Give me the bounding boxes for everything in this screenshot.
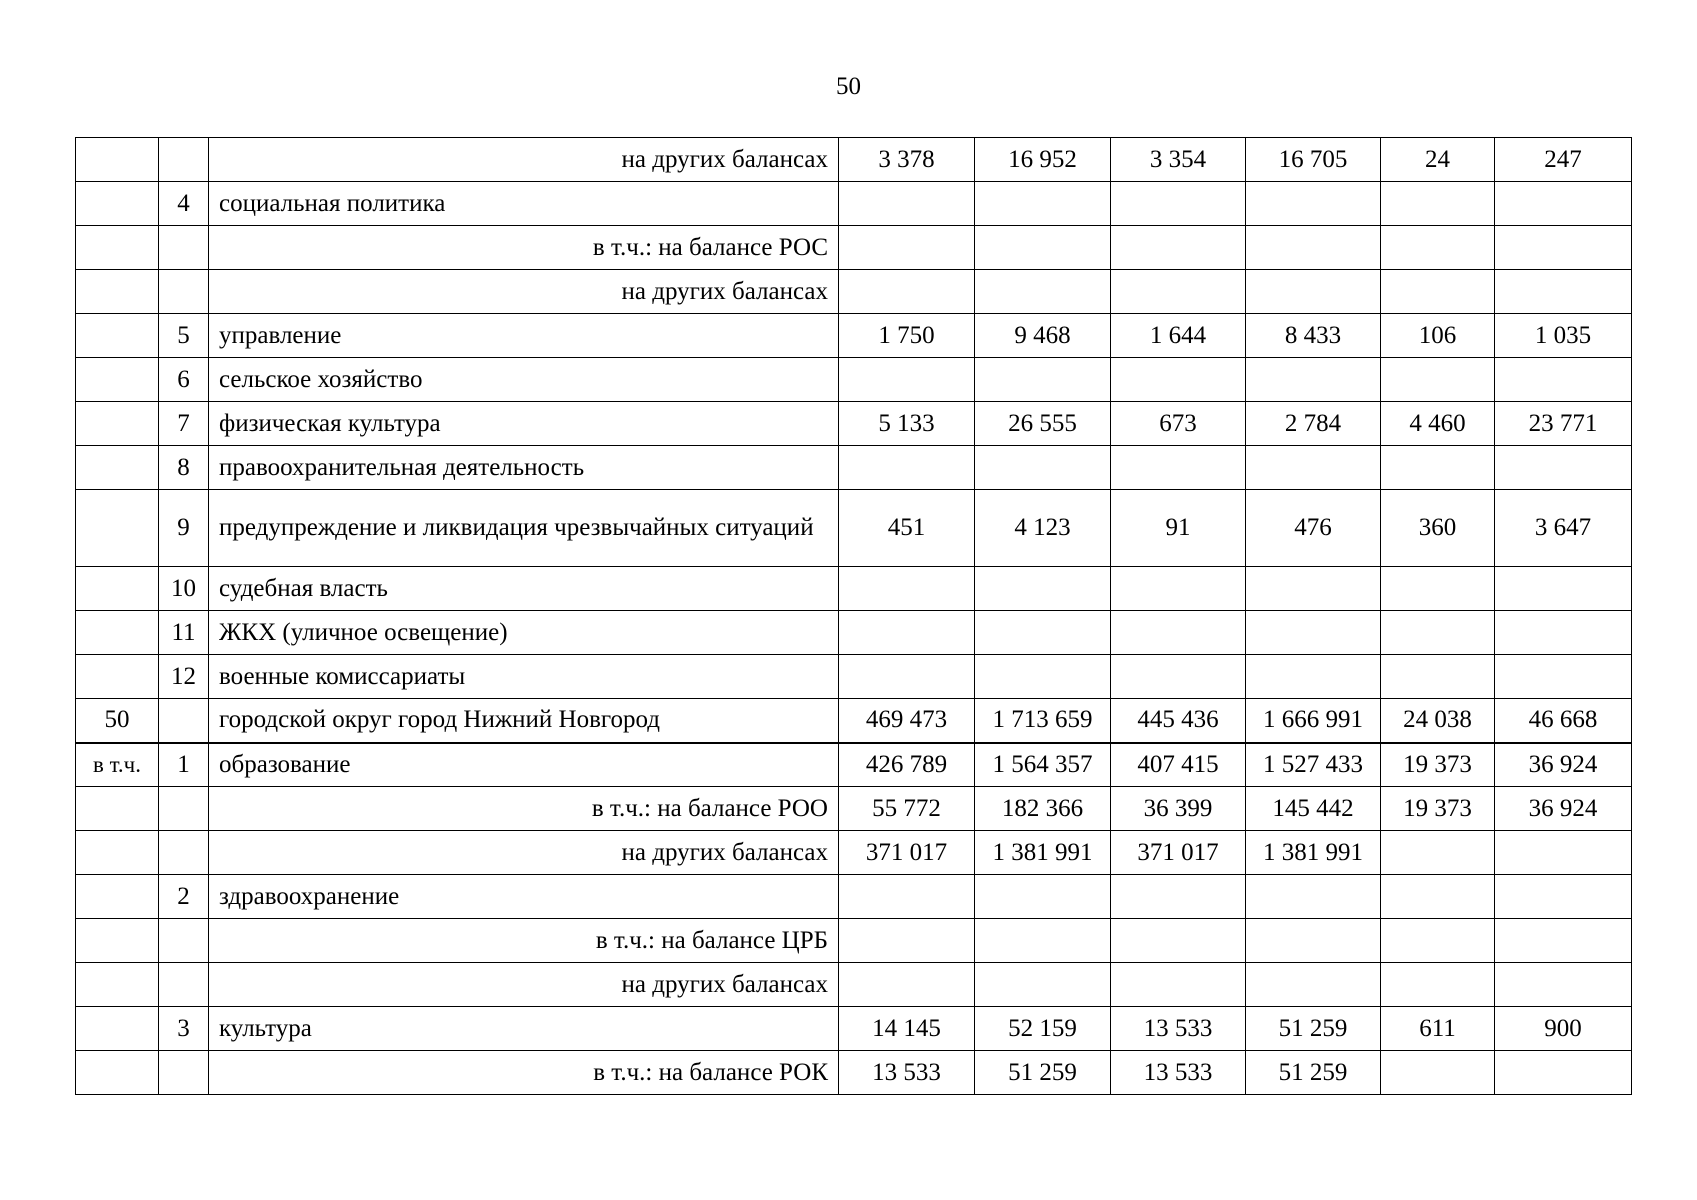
table-row	[76, 963, 1632, 1007]
page-number: 50	[836, 73, 861, 100]
value-cell-col4	[1246, 963, 1381, 1007]
table-row	[76, 490, 1632, 567]
row-number-cell: 12	[159, 655, 209, 699]
value-cell-col4	[1246, 446, 1381, 490]
value-cell-col1	[839, 270, 975, 314]
row-name-cell: в т.ч.: на балансе РОС	[209, 226, 839, 270]
row-number-cell	[159, 787, 209, 831]
value-cell-col1	[839, 182, 975, 226]
value-cell-col3	[1111, 358, 1246, 402]
table-row	[76, 270, 1632, 314]
value-cell-col5: 19 373	[1381, 787, 1495, 831]
value-cell-col2: 52 159	[975, 1007, 1111, 1051]
value-cell-col1: 14 145	[839, 1007, 975, 1051]
value-cell-col2	[975, 270, 1111, 314]
value-cell-col6: 46 668	[1495, 699, 1632, 743]
value-cell-col1: 13 533	[839, 1051, 975, 1095]
value-cell-col3: 13 533	[1111, 1007, 1246, 1051]
value-cell-col5: 24	[1381, 138, 1495, 182]
value-cell-col4: 145 442	[1246, 787, 1381, 831]
value-cell-col4: 1 666 991	[1246, 699, 1381, 743]
value-cell-col2: 182 366	[975, 787, 1111, 831]
row-group-cell	[76, 963, 159, 1007]
value-cell-col4	[1246, 226, 1381, 270]
value-cell-col3: 13 533	[1111, 1051, 1246, 1095]
value-cell-col1	[839, 655, 975, 699]
row-group-cell	[76, 402, 159, 446]
row-number-cell: 2	[159, 875, 209, 919]
row-group-cell	[76, 490, 159, 567]
row-name-cell: управление	[209, 314, 839, 358]
value-cell-col3	[1111, 655, 1246, 699]
value-cell-col4	[1246, 655, 1381, 699]
table-row	[76, 226, 1632, 270]
table-row	[76, 1051, 1632, 1095]
value-cell-col4: 476	[1246, 490, 1381, 567]
value-cell-col1: 55 772	[839, 787, 975, 831]
value-cell-col2: 26 555	[975, 402, 1111, 446]
value-cell-col6	[1495, 655, 1632, 699]
value-cell-col2	[975, 963, 1111, 1007]
value-cell-col1	[839, 567, 975, 611]
value-cell-col3	[1111, 446, 1246, 490]
value-cell-col5: 106	[1381, 314, 1495, 358]
value-cell-col5	[1381, 567, 1495, 611]
table-row	[76, 1007, 1632, 1051]
row-name-cell: военные комиссариаты	[209, 655, 839, 699]
value-cell-col3: 407 415	[1111, 743, 1246, 787]
value-cell-col1	[839, 446, 975, 490]
row-name-cell: сельское хозяйство	[209, 358, 839, 402]
value-cell-col6	[1495, 226, 1632, 270]
value-cell-col1: 451	[839, 490, 975, 567]
row-group-cell	[76, 655, 159, 699]
row-name-cell: на других балансах	[209, 270, 839, 314]
row-number-cell	[159, 831, 209, 875]
table-row	[76, 314, 1632, 358]
value-cell-col1: 1 750	[839, 314, 975, 358]
row-group-cell	[76, 226, 159, 270]
table-row	[76, 402, 1632, 446]
row-group-cell	[76, 787, 159, 831]
value-cell-col2	[975, 567, 1111, 611]
row-name-cell: в т.ч.: на балансе ЦРБ	[209, 919, 839, 963]
row-number-cell	[159, 226, 209, 270]
row-group-cell	[76, 270, 159, 314]
value-cell-col5	[1381, 446, 1495, 490]
value-cell-col4	[1246, 611, 1381, 655]
value-cell-col4: 1 381 991	[1246, 831, 1381, 875]
value-cell-col3	[1111, 963, 1246, 1007]
row-number-cell	[159, 919, 209, 963]
value-cell-col3: 673	[1111, 402, 1246, 446]
value-cell-col6	[1495, 567, 1632, 611]
table-row	[76, 875, 1632, 919]
row-name-cell: городской округ город Нижний Новгород	[209, 699, 839, 743]
value-cell-col4	[1246, 567, 1381, 611]
value-cell-col6: 23 771	[1495, 402, 1632, 446]
value-cell-col3	[1111, 919, 1246, 963]
value-cell-col1	[839, 963, 975, 1007]
value-cell-col1: 426 789	[839, 743, 975, 787]
value-cell-col3: 3 354	[1111, 138, 1246, 182]
row-name-cell: на других балансах	[209, 138, 839, 182]
row-name-cell: в т.ч.: на балансе РОО	[209, 787, 839, 831]
row-number-cell	[159, 699, 209, 743]
value-cell-col2: 16 952	[975, 138, 1111, 182]
table-row	[76, 919, 1632, 963]
data-table	[75, 137, 1632, 1095]
row-number-cell: 11	[159, 611, 209, 655]
value-cell-col2: 1 713 659	[975, 699, 1111, 743]
row-name-cell: правоохранительная деятельность	[209, 446, 839, 490]
row-group-cell	[76, 831, 159, 875]
table-row	[76, 831, 1632, 875]
value-cell-col5	[1381, 182, 1495, 226]
value-cell-col4	[1246, 919, 1381, 963]
value-cell-col3	[1111, 226, 1246, 270]
row-number-cell: 5	[159, 314, 209, 358]
row-name-cell: социальная политика	[209, 182, 839, 226]
value-cell-col1: 5 133	[839, 402, 975, 446]
row-number-cell	[159, 1051, 209, 1095]
row-group-cell	[76, 611, 159, 655]
value-cell-col4	[1246, 358, 1381, 402]
row-group-cell	[76, 919, 159, 963]
value-cell-col3: 36 399	[1111, 787, 1246, 831]
value-cell-col6	[1495, 1051, 1632, 1095]
row-number-cell: 10	[159, 567, 209, 611]
value-cell-col5: 611	[1381, 1007, 1495, 1051]
row-name-cell: ЖКХ (уличное освещение)	[209, 611, 839, 655]
row-group-cell	[76, 875, 159, 919]
value-cell-col6: 900	[1495, 1007, 1632, 1051]
row-group-cell: 50	[76, 699, 159, 743]
value-cell-col1	[839, 226, 975, 270]
value-cell-col5	[1381, 655, 1495, 699]
row-number-cell	[159, 138, 209, 182]
value-cell-col5	[1381, 611, 1495, 655]
row-group-cell	[76, 446, 159, 490]
value-cell-col6	[1495, 358, 1632, 402]
value-cell-col4: 51 259	[1246, 1051, 1381, 1095]
table-row	[76, 182, 1632, 226]
row-group-cell	[76, 567, 159, 611]
value-cell-col5: 24 038	[1381, 699, 1495, 743]
value-cell-col4: 8 433	[1246, 314, 1381, 358]
value-cell-col1	[839, 875, 975, 919]
value-cell-col5: 360	[1381, 490, 1495, 567]
value-cell-col4: 51 259	[1246, 1007, 1381, 1051]
value-cell-col5	[1381, 875, 1495, 919]
value-cell-col3: 445 436	[1111, 699, 1246, 743]
value-cell-col6: 3 647	[1495, 490, 1632, 567]
value-cell-col6	[1495, 875, 1632, 919]
value-cell-col3: 371 017	[1111, 831, 1246, 875]
row-name-cell: на других балансах	[209, 963, 839, 1007]
value-cell-col2	[975, 446, 1111, 490]
value-cell-col3	[1111, 567, 1246, 611]
table-row	[76, 446, 1632, 490]
value-cell-col4: 2 784	[1246, 402, 1381, 446]
value-cell-col6: 247	[1495, 138, 1632, 182]
table-row	[76, 655, 1632, 699]
value-cell-col1: 3 378	[839, 138, 975, 182]
row-group-cell	[76, 358, 159, 402]
value-cell-col3: 91	[1111, 490, 1246, 567]
table-body	[76, 138, 1632, 1095]
value-cell-col2	[975, 875, 1111, 919]
value-cell-col2	[975, 611, 1111, 655]
row-number-cell: 3	[159, 1007, 209, 1051]
row-name-cell: предупреждение и ликвидация чрезвычайных ситуаций	[209, 490, 839, 567]
value-cell-col5	[1381, 831, 1495, 875]
row-group-cell	[76, 314, 159, 358]
row-number-cell: 4	[159, 182, 209, 226]
table-row	[76, 743, 1632, 787]
value-cell-col1	[839, 919, 975, 963]
value-cell-col6: 1 035	[1495, 314, 1632, 358]
value-cell-col3	[1111, 611, 1246, 655]
row-name-cell: на других балансах	[209, 831, 839, 875]
value-cell-col2: 1 381 991	[975, 831, 1111, 875]
value-cell-col2: 9 468	[975, 314, 1111, 358]
row-name-cell: в т.ч.: на балансе РОК	[209, 1051, 839, 1095]
value-cell-col2: 1 564 357	[975, 743, 1111, 787]
value-cell-col6	[1495, 446, 1632, 490]
value-cell-col6: 36 924	[1495, 743, 1632, 787]
table-row	[76, 138, 1632, 182]
row-name-cell: судебная власть	[209, 567, 839, 611]
row-name-cell: здравоохранение	[209, 875, 839, 919]
value-cell-col5	[1381, 919, 1495, 963]
table-row	[76, 787, 1632, 831]
value-cell-col6	[1495, 963, 1632, 1007]
row-number-cell: 8	[159, 446, 209, 490]
value-cell-col4	[1246, 182, 1381, 226]
row-number-cell: 6	[159, 358, 209, 402]
value-cell-col5: 19 373	[1381, 743, 1495, 787]
value-cell-col1	[839, 611, 975, 655]
value-cell-col2	[975, 182, 1111, 226]
row-group-cell	[76, 138, 159, 182]
value-cell-col5	[1381, 1051, 1495, 1095]
row-number-cell: 9	[159, 490, 209, 567]
value-cell-col4: 16 705	[1246, 138, 1381, 182]
value-cell-col3: 1 644	[1111, 314, 1246, 358]
value-cell-col5	[1381, 270, 1495, 314]
value-cell-col5	[1381, 358, 1495, 402]
value-cell-col2	[975, 919, 1111, 963]
value-cell-col5	[1381, 226, 1495, 270]
value-cell-col6	[1495, 611, 1632, 655]
value-cell-col1: 469 473	[839, 699, 975, 743]
row-group-cell	[76, 182, 159, 226]
value-cell-col6	[1495, 919, 1632, 963]
value-cell-col3	[1111, 182, 1246, 226]
value-cell-col6	[1495, 831, 1632, 875]
value-cell-col3	[1111, 270, 1246, 314]
value-cell-col2	[975, 226, 1111, 270]
value-cell-col2: 4 123	[975, 490, 1111, 567]
value-cell-col3	[1111, 875, 1246, 919]
row-group-cell: в т.ч.	[76, 743, 159, 787]
table-row	[76, 611, 1632, 655]
value-cell-col1	[839, 358, 975, 402]
table-row	[76, 358, 1632, 402]
value-cell-col4	[1246, 875, 1381, 919]
value-cell-col5: 4 460	[1381, 402, 1495, 446]
value-cell-col5	[1381, 963, 1495, 1007]
row-name-cell: образование	[209, 743, 839, 787]
row-group-cell	[76, 1051, 159, 1095]
table-row	[76, 699, 1632, 743]
value-cell-col6	[1495, 182, 1632, 226]
value-cell-col2	[975, 655, 1111, 699]
value-cell-col2	[975, 358, 1111, 402]
row-number-cell	[159, 270, 209, 314]
row-name-cell: физическая культура	[209, 402, 839, 446]
value-cell-col6: 36 924	[1495, 787, 1632, 831]
table-row	[76, 567, 1632, 611]
row-number-cell: 7	[159, 402, 209, 446]
row-name-cell: культура	[209, 1007, 839, 1051]
value-cell-col1: 371 017	[839, 831, 975, 875]
row-number-cell	[159, 963, 209, 1007]
row-number-cell: 1	[159, 743, 209, 787]
value-cell-col4: 1 527 433	[1246, 743, 1381, 787]
row-group-cell	[76, 1007, 159, 1051]
value-cell-col4	[1246, 270, 1381, 314]
value-cell-col6	[1495, 270, 1632, 314]
value-cell-col2: 51 259	[975, 1051, 1111, 1095]
